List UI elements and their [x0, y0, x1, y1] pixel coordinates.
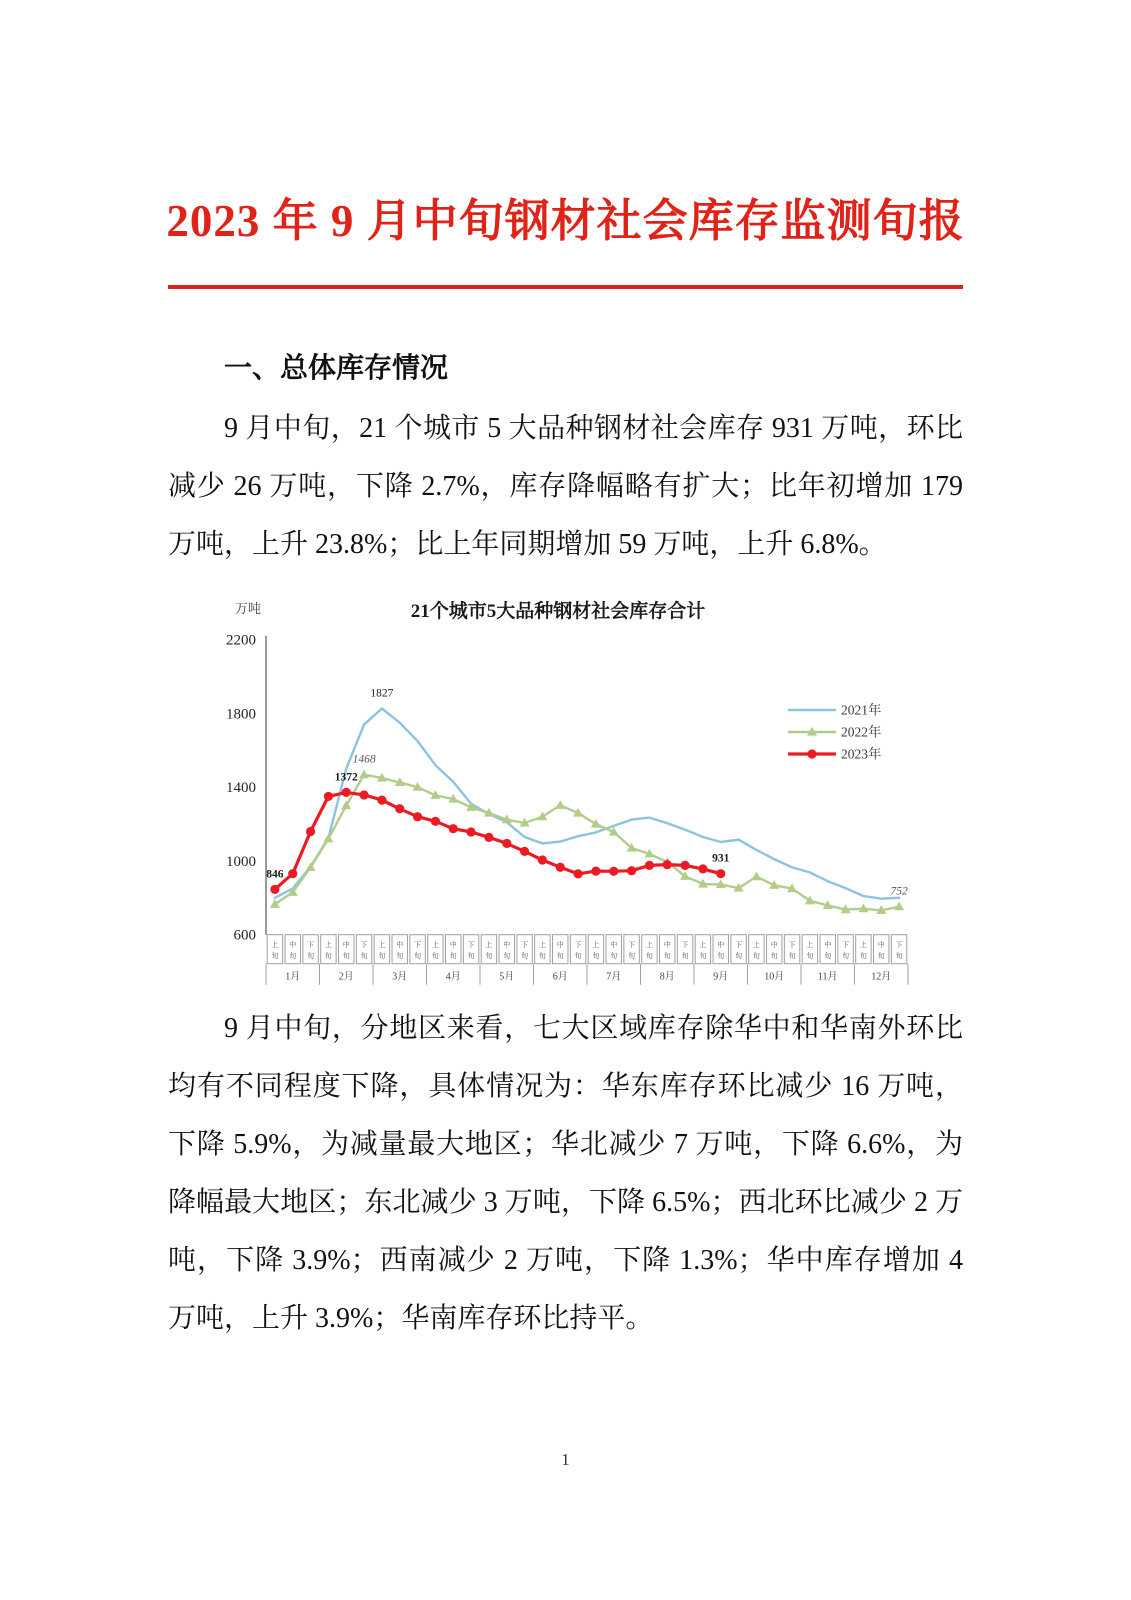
- svg-text:旬: 旬: [735, 952, 743, 961]
- overview-paragraph: 9 月中旬，21 个城市 5 大品种钢材社会库存 931 万吨，环比减少 26 万吨，下降 2.7%，库存降幅略有扩大；比年初增加 179 万吨，上升 23.8%；比上年同期增加 59 万吨，上升 6.8%。: [168, 413, 963, 560]
- svg-text:旬: 旬: [342, 952, 350, 961]
- section-heading: 一、总体库存情况: [224, 353, 449, 384]
- x-month-label: 8月: [659, 971, 675, 983]
- svg-text:上: 上: [538, 941, 546, 950]
- chart-annotation: 1468: [352, 753, 376, 766]
- svg-text:旬: 旬: [628, 952, 636, 961]
- svg-text:旬: 旬: [681, 952, 689, 961]
- x-month-label: 3月: [392, 971, 408, 983]
- x-month-label: 6月: [552, 971, 568, 983]
- svg-text:旬: 旬: [645, 952, 653, 961]
- inventory-chart-svg: [190, 583, 965, 995]
- inventory-chart: [190, 583, 965, 995]
- svg-text:下: 下: [521, 941, 529, 950]
- svg-text:下: 下: [360, 941, 368, 950]
- legend-label: 2023年: [841, 746, 882, 762]
- regional-paragraph: 9 月中旬，分地区来看，七大区域库存除华中和华南外环比均有不同程度下降，具体情况为：华东库存环比减少 16 万吨，下降 5.9%，为减量最大地区；华北减少 7 万吨，下降 6.6%，为降幅最大地区；东北减少 3 万吨，下降 6.5%；西北环比减少 2 万吨，下降 3.9%；西南减少 2 万吨，下降 1.3%；华中库存增加 4 万吨，上升 3.9%；华南库存环比持平。: [168, 1013, 963, 1334]
- svg-text:上: 上: [752, 941, 760, 950]
- svg-text:旬: 旬: [877, 952, 885, 961]
- svg-text:旬: 旬: [307, 952, 315, 961]
- svg-text:旬: 旬: [752, 952, 760, 961]
- svg-text:中: 中: [717, 941, 725, 950]
- svg-text:中: 中: [396, 941, 404, 950]
- svg-text:旬: 旬: [467, 952, 475, 961]
- svg-text:中: 中: [342, 941, 350, 950]
- svg-text:上: 上: [592, 941, 600, 950]
- svg-text:旬: 旬: [360, 952, 368, 961]
- svg-text:旬: 旬: [431, 952, 439, 961]
- svg-text:中: 中: [556, 941, 564, 950]
- x-month-label: 11月: [817, 971, 838, 983]
- svg-text:旬: 旬: [574, 952, 582, 961]
- svg-text:旬: 旬: [449, 952, 457, 961]
- y-tick-label: 1800: [226, 706, 256, 723]
- chart-legend: [788, 702, 882, 762]
- svg-text:旬: 旬: [289, 952, 297, 961]
- chart-unit-label: 万吨: [234, 601, 262, 616]
- x-month-label: 7月: [606, 971, 622, 983]
- svg-text:上: 上: [324, 941, 332, 950]
- svg-text:中: 中: [449, 941, 457, 950]
- svg-text:中: 中: [877, 941, 885, 950]
- page-number: 1: [561, 1450, 570, 1469]
- x-month-label: 12月: [871, 971, 892, 983]
- svg-text:下: 下: [788, 941, 796, 950]
- svg-text:下: 下: [307, 941, 315, 950]
- y-tick-label: 1400: [226, 780, 256, 797]
- svg-text:旬: 旬: [717, 952, 725, 961]
- svg-text:下: 下: [467, 941, 475, 950]
- y-tick-label: 600: [233, 927, 256, 944]
- svg-text:中: 中: [503, 941, 511, 950]
- svg-text:下: 下: [735, 941, 743, 950]
- svg-text:旬: 旬: [895, 952, 903, 961]
- svg-text:下: 下: [842, 941, 850, 950]
- svg-text:下: 下: [681, 941, 689, 950]
- document-title: 2023 年 9 月中旬钢材社会库存监测旬报: [166, 196, 965, 246]
- svg-text:上: 上: [431, 941, 439, 950]
- chart-annotation: 752: [890, 885, 908, 898]
- svg-text:上: 上: [378, 941, 386, 950]
- x-month-label: 4月: [445, 971, 461, 983]
- legend-label: 2021年: [841, 702, 882, 718]
- svg-text:旬: 旬: [324, 952, 332, 961]
- svg-text:旬: 旬: [859, 952, 867, 961]
- chart-series-2021年: [275, 709, 899, 899]
- x-month-label: 2月: [338, 971, 354, 983]
- svg-text:中: 中: [289, 941, 297, 950]
- chart-series-2023年: [270, 788, 725, 894]
- svg-text:旬: 旬: [592, 952, 600, 961]
- svg-text:旬: 旬: [271, 952, 279, 961]
- svg-text:上: 上: [699, 941, 707, 950]
- svg-text:旬: 旬: [485, 952, 493, 961]
- svg-text:旬: 旬: [663, 952, 671, 961]
- svg-text:旬: 旬: [378, 952, 386, 961]
- svg-text:旬: 旬: [538, 952, 546, 961]
- chart-annotation: 1827: [370, 687, 394, 700]
- svg-text:上: 上: [645, 941, 653, 950]
- x-month-label: 5月: [499, 971, 515, 983]
- title-divider: [168, 285, 963, 289]
- svg-text:旬: 旬: [396, 952, 404, 961]
- x-month-label: 1月: [285, 971, 301, 983]
- svg-text:上: 上: [485, 941, 493, 950]
- legend-label: 2022年: [841, 724, 882, 740]
- svg-text:中: 中: [610, 941, 618, 950]
- svg-text:旬: 旬: [806, 952, 814, 961]
- svg-text:旬: 旬: [842, 952, 850, 961]
- chart-annotation: 846: [266, 868, 284, 881]
- y-tick-label: 2200: [226, 632, 256, 649]
- x-month-label: 9月: [713, 971, 729, 983]
- svg-text:旬: 旬: [556, 952, 564, 961]
- svg-text:旬: 旬: [521, 952, 529, 961]
- svg-text:中: 中: [824, 941, 832, 950]
- svg-text:下: 下: [414, 941, 422, 950]
- svg-text:上: 上: [859, 941, 867, 950]
- chart-annotation: 931: [712, 852, 730, 865]
- x-axis: [266, 935, 908, 985]
- y-tick-label: 1000: [226, 853, 256, 870]
- svg-text:旬: 旬: [788, 952, 796, 961]
- svg-text:旬: 旬: [610, 952, 618, 961]
- svg-text:中: 中: [663, 941, 671, 950]
- x-month-label: 10月: [764, 971, 785, 983]
- svg-text:下: 下: [574, 941, 582, 950]
- chart-title: 21个城市5大品种钢材社会库存合计: [410, 601, 706, 622]
- svg-text:旬: 旬: [414, 952, 422, 961]
- svg-text:旬: 旬: [699, 952, 707, 961]
- svg-text:下: 下: [895, 941, 903, 950]
- chart-annotation: 1372: [334, 771, 358, 784]
- svg-text:上: 上: [806, 941, 814, 950]
- svg-text:旬: 旬: [770, 952, 778, 961]
- svg-text:旬: 旬: [824, 952, 832, 961]
- svg-text:下: 下: [628, 941, 636, 950]
- svg-text:旬: 旬: [503, 952, 511, 961]
- svg-text:上: 上: [271, 941, 279, 950]
- svg-text:中: 中: [770, 941, 778, 950]
